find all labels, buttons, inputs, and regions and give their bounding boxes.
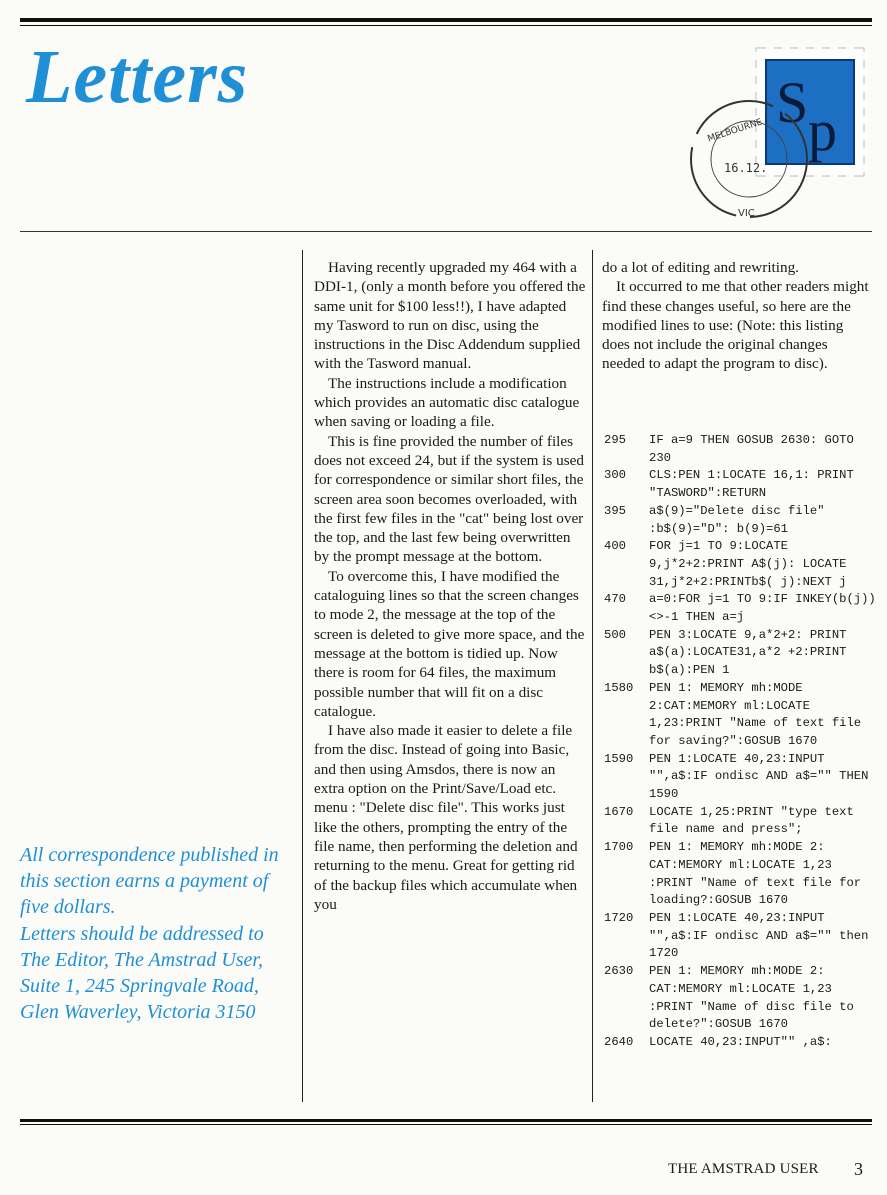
line-code: PEN 1:LOCATE 40,23:INPUT "",a$:IF ondisc AND a$="" THEN 1590 [649,751,876,802]
listing-row [604,839,880,910]
line-code: FOR j=1 TO 9:LOCATE 9,j*2+2:PRINT A$(j): LOCATE 31,j*2+2:PRINTb$( j):NEXT j [649,539,854,589]
paragraph: This is fine provided the number of files does not exceed 24, but if the system is used for correspondence or similar short files, the screen area soon becomes overloaded, with the first few files in the "cat" being lost over the top, and the last few being overwritten by the prompt message at the bottom. [314,432,584,566]
line-number: 2630 [604,964,634,979]
paragraph: It occurred to me that other readers might find these changes useful, so here are the modified lines to use: (Note: this listing does not include the original changes needed to adapt the program to disc). [602,278,869,373]
line-number: 1580 [604,680,634,695]
page-number: 3 [854,1159,863,1179]
paragraph: Having recently upgraded my 464 with a DDI-1, (only a month before you offered the same unit for $100 less!!), I have adapted my Tasword to run on disc, using the instructions in the Disc Addendum supplied with the Tasword manual. [314,259,586,373]
bottom-rule [20,1119,872,1122]
paragraph: The instructions include a modification which provides an automatic disc catalogue when saving or loading a file. [314,374,580,431]
svg-text:S: S [776,70,809,135]
line-code: a=0:FOR j=1 TO 9:IF INKEY(b(j))<>-1 THEN a=j [649,592,876,625]
line-number: 395 [604,503,626,518]
listing-row [604,751,880,804]
listing-row [604,591,880,626]
column-divider [302,250,303,1102]
svg-text:MELBOURNE: MELBOURNE [706,117,764,145]
payment-note: All correspondence published in this section earns a payment of five dollars. [20,844,279,919]
line-code: a$(9)="Delete disc file" :b$(9)="D": b(9)=61 [649,503,832,536]
svg-text:VIC: VIC [738,208,755,219]
line-number: 1670 [604,804,634,819]
line-number: 470 [604,592,626,607]
line-code: IF a=9 THEN GOSUB 2630: GOTO 230 [649,433,862,465]
listing-row [604,538,880,591]
listing-row [604,804,880,839]
listing-row [604,963,880,1034]
line-code: LOCATE 40,23:INPUT"" ,a$: [649,1034,832,1049]
line-code: PEN 1: MEMORY mh:MODE 2:CAT:MEMORY ml:LOCATE 1,23:PRINT "Name of text file for saving?":GOSUB 1670 [649,680,869,748]
line-number: 300 [604,468,626,483]
line-number: 500 [604,627,626,642]
line-code: PEN 1: MEMORY mh:MODE 2: CAT:MEMORY ml:LOCATE 1,23 :PRINT "Name of disc file to delete?":GOSUB 1670 [649,964,862,1032]
postmark [684,94,814,224]
letter-column-1 [314,258,586,914]
line-code: PEN 1:LOCATE 40,23:INPUT "",a$:IF ondisc AND a$="" then 1720 [649,910,876,961]
top-rule-thin [20,25,872,26]
editorial-sidebar [20,842,290,1025]
page-title: Letters [26,35,249,119]
paragraph: I have also made it easier to delete a file from the disc. Instead of going into Basic, and then using Amsdos, there is now an extra option on the Print/Save/Load etc. menu : "Delete disc file". This works just like the others, prompting the entry of the file name, then performing the deletion and returning to the menu. Great for getting rid of the backup files which accumulate when you [314,722,578,913]
line-code: PEN 1: MEMORY mh:MODE 2: CAT:MEMORY ml:LOCATE 1,23 :PRINT "Name of text file for loading?:GOSUB 1670 [649,840,869,908]
top-rule [20,18,872,22]
line-number: 2640 [604,1034,634,1049]
listing-row [604,432,880,467]
line-number: 1720 [604,910,634,925]
line-code: CLS:PEN 1:LOCATE 16,1: PRINT "TASWORD":RETURN [649,468,862,501]
basic-listing [604,432,880,1052]
listing-row [604,1034,880,1052]
svg-text:p: p [808,98,837,163]
letter-column-2 [602,258,874,374]
listing-row [604,467,880,502]
line-number: 400 [604,539,626,554]
listing-row [604,503,880,538]
paragraph: do a lot of editing and rewriting. [602,259,799,276]
line-number: 1590 [604,751,634,766]
header-divider [20,231,872,232]
column-divider [592,250,593,1102]
listing-row [604,910,880,963]
svg-text:16.12.: 16.12. [724,161,768,175]
listing-row [604,627,880,680]
paragraph: To overcome this, I have modified the cataloguing lines so that the screen changes to mode 2, the message at the top of the screen is deleted to give more space, and the message at the bottom is tidied up. Now there is room for 64 files, the maximum possible number that will fit on a disc catalogue. [314,567,585,720]
address-note: Letters should be addressed to The Editor, The Amstrad User, Suite 1, 245 Springvale Road, Glen Waverley, Victoria 3150 [20,922,264,1024]
line-number: 1700 [604,840,634,855]
line-code: PEN 3:LOCATE 9,a*2+2: PRINT a$(a):LOCATE31,a*2 +2:PRINT b$(a):PEN 1 [649,627,854,678]
line-number: 295 [604,433,626,447]
line-code: LOCATE 1,25:PRINT "type text file name and press"; [649,804,862,837]
bottom-rule-thin [20,1124,872,1125]
publication-name: THE AMSTRAD USER [668,1161,819,1177]
listing-row [604,680,880,751]
